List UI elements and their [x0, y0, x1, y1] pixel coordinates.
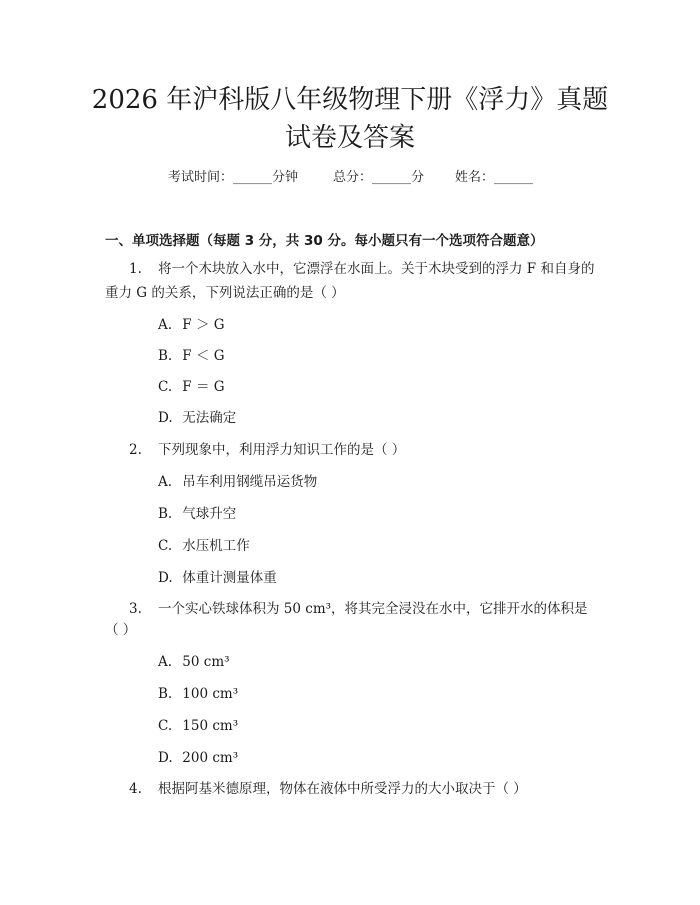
question-text: （ ） — [105, 622, 137, 638]
total-score-field: 总分：______分 — [333, 170, 425, 185]
option-text: 体重计测量体重 — [182, 570, 277, 586]
option-text: F ＝ G — [182, 379, 225, 395]
question-number: 1. — [129, 261, 142, 277]
question-number: 4. — [129, 781, 142, 797]
option-letter: B. — [158, 348, 173, 364]
option-text: 50 cm³ — [182, 654, 230, 670]
question-2-option-b[interactable] — [158, 504, 236, 524]
student-name-field: 姓名：______ — [455, 170, 534, 185]
option-text: 水压机工作 — [182, 538, 250, 554]
option-text: 150 cm³ — [182, 718, 239, 734]
option-text: 200 cm³ — [182, 750, 239, 766]
question-1-option-b[interactable] — [158, 346, 225, 366]
question-number: 3. — [129, 601, 142, 617]
option-text: 100 cm³ — [182, 686, 239, 702]
question-3-option-b[interactable] — [158, 684, 238, 704]
section-heading: 一、单项选择题（每题 3 分，共 30 分。每小题只有一个选项符合题意） — [105, 233, 544, 249]
option-letter: A. — [158, 317, 173, 333]
question-text: 将一个木块放入水中，它漂浮在水面上。关于木块受到的浮力 F 和自身的 — [158, 261, 595, 277]
exam-time-field: 考试时间：______分钟 — [168, 170, 299, 185]
option-letter: C. — [158, 538, 173, 554]
question-text: 根据阿基米德原理，物体在液体中所受浮力的大小取决于（ ） — [158, 781, 527, 797]
option-letter: C. — [158, 379, 173, 395]
question-3-option-d[interactable] — [158, 748, 238, 768]
question-2-option-d[interactable] — [158, 568, 277, 588]
question-2-option-a[interactable] — [158, 472, 317, 492]
question-1-option-d[interactable] — [158, 408, 236, 428]
option-letter: D. — [158, 750, 173, 766]
option-letter: A. — [158, 474, 173, 490]
question-3-option-a[interactable] — [158, 652, 230, 672]
option-letter: D. — [158, 410, 173, 426]
option-text: F ＞ G — [182, 317, 225, 333]
question-2-option-c[interactable] — [158, 536, 250, 556]
question-1-option-a[interactable] — [158, 315, 225, 335]
option-letter: B. — [158, 686, 173, 702]
option-letter: C. — [158, 718, 173, 734]
question-text: 一个实心铁球体积为 50 cm³，将其完全浸没在水中，它排开水的体积是 — [158, 601, 588, 617]
question-number: 2. — [129, 442, 142, 458]
option-text: 气球升空 — [182, 506, 237, 522]
option-text: F ＜ G — [182, 348, 225, 364]
option-letter: A. — [158, 654, 173, 670]
question-1-option-c[interactable] — [158, 377, 225, 397]
option-letter: D. — [158, 570, 173, 586]
question-text: 下列现象中，利用浮力知识工作的是（ ） — [158, 442, 406, 458]
exam-title-line-1: 2026 年沪科版八年级物理下册《浮力》真题 — [91, 85, 609, 115]
question-text: 重力 G 的关系，下列说法正确的是（ ） — [105, 285, 345, 301]
exam-title-line-2: 试卷及答案 — [284, 123, 415, 153]
option-text: 吊车利用钢缆吊运货物 — [182, 474, 318, 490]
option-text: 无法确定 — [182, 410, 237, 426]
question-3-option-c[interactable] — [158, 716, 238, 736]
option-letter: B. — [158, 506, 173, 522]
